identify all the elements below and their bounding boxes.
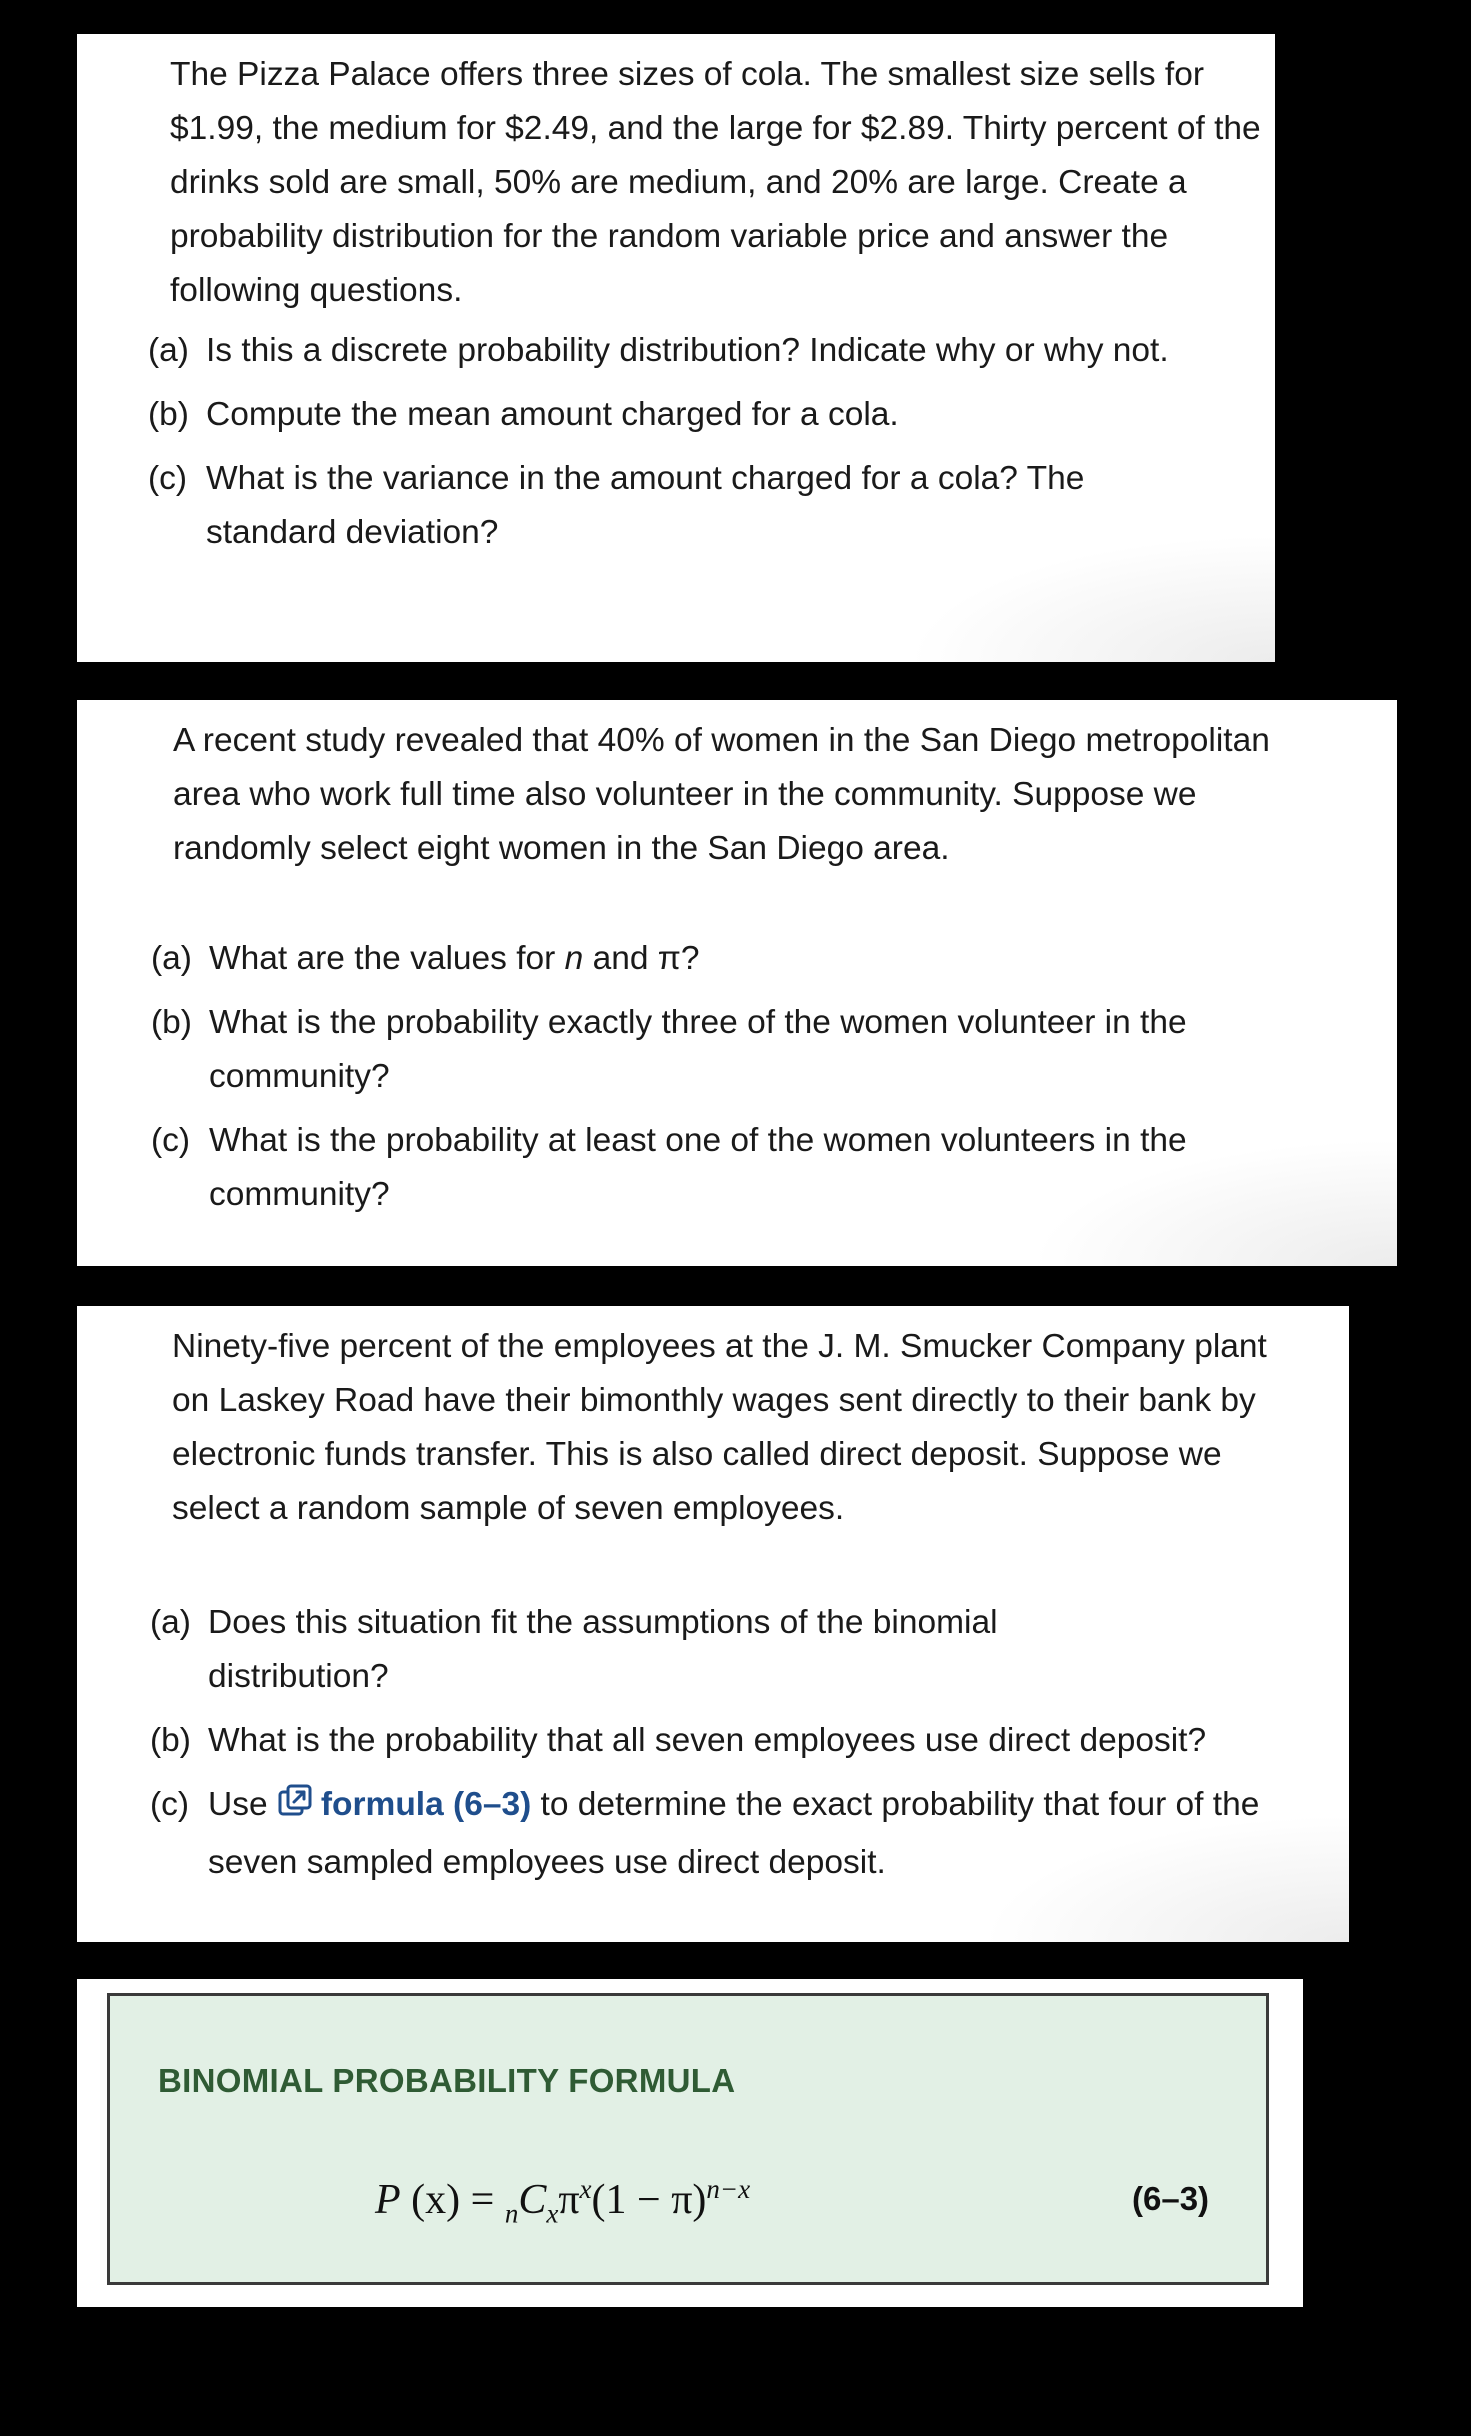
question-letter: (c) — [148, 460, 188, 497]
question-text: Compute the mean amount charged for a cola. — [206, 396, 899, 433]
problem-1-questions — [148, 324, 1228, 560]
question-letter: (b) — [148, 396, 189, 433]
question-letter: (c) — [151, 1122, 191, 1159]
question-1c — [148, 452, 1228, 560]
formula-card — [77, 1979, 1303, 2307]
external-link-icon — [277, 1782, 313, 1836]
question-letter: (b) — [151, 1004, 192, 1041]
question-text: Is this a discrete probability distribution? Indicate why or why not. — [206, 332, 1169, 369]
question-3b — [150, 1714, 1340, 1768]
question-3a — [150, 1596, 1340, 1704]
formula-pi: π — [558, 2177, 580, 2223]
binomial-formula-box — [107, 1993, 1269, 2285]
question-text-after: to determine the exact probability that four of the seven sampled employees use direct deposit. — [208, 1786, 1260, 1881]
question-2b — [151, 996, 1331, 1104]
variable-n: n — [564, 940, 584, 977]
question-text — [151, 932, 1331, 986]
question-2c — [151, 1114, 1331, 1222]
question-letter: (a) — [151, 940, 192, 977]
question-letter: (b) — [150, 1722, 191, 1759]
question-text-before: Use — [208, 1786, 277, 1823]
formula-sup-x: x — [579, 2174, 592, 2204]
formula-sub-n: n — [504, 2198, 519, 2229]
problem-card-2 — [77, 700, 1397, 1266]
problem-card-3 — [77, 1306, 1349, 1942]
question-text-after: and π? — [583, 940, 700, 977]
problem-1-intro: The Pizza Palace offers three sizes of cola. The smallest size sells for $1.99, the medium for $2.49, and the large for $2.89. Thirty percent of the drinks sold are small, 50% are medium, and 20% are large. Create a probability distribution for the random variable price and answer the following questions. — [170, 56, 1261, 309]
problem-3-questions — [150, 1596, 1340, 1890]
problem-3-intro: Ninety-five percent of the employees at the J. M. Smucker Company plant on Laskey Road have their bimonthly wages sent directly to their bank by electronic funds transfer. This is also called direct deposit. Suppose we select a random sample of seven employees. — [172, 1328, 1267, 1527]
formula-lhs: P — [375, 2177, 401, 2223]
formula-expression — [375, 2174, 750, 2229]
question-1b — [148, 388, 1228, 442]
formula-c: C — [518, 2177, 547, 2223]
problem-2-intro: A recent study revealed that 40% of women in the San Diego metropolitan area who work full time also volunteer in the community. Suppose we randomly select eight women in the San Diego area. — [173, 722, 1270, 867]
formula-paren: (1 − π) — [591, 2177, 707, 2223]
formula-number: (6–3) — [1132, 2180, 1210, 2217]
question-letter: (c) — [150, 1786, 190, 1823]
question-letter: (a) — [150, 1604, 191, 1641]
formula-sub-x: x — [546, 2198, 559, 2229]
formula-link[interactable] — [277, 1786, 531, 1823]
question-text: Does this situation fit the assumptions of the binomial distribution? — [208, 1604, 998, 1695]
question-3c — [150, 1778, 1340, 1890]
question-text: What is the probability exactly three of the women volunteer in the community? — [209, 1004, 1187, 1095]
formula-sup-nx: n−x — [706, 2174, 751, 2204]
formula-link-text[interactable]: formula (6–3) — [320, 1786, 532, 1823]
question-text — [150, 1778, 1288, 1890]
question-1a — [148, 324, 1228, 378]
formula-title: BINOMIAL PROBABILITY FORMULA — [158, 2062, 736, 2099]
formula-arg: (x) — [411, 2177, 461, 2223]
question-letter: (a) — [148, 332, 189, 369]
question-text: What is the probability at least one of the women volunteers in the community? — [209, 1122, 1187, 1213]
question-2a — [151, 932, 1331, 986]
formula-equals: = — [470, 2177, 495, 2223]
question-text: What is the probability that all seven employees use direct deposit? — [208, 1722, 1207, 1759]
problem-2-questions — [151, 932, 1331, 1222]
problem-card-1 — [77, 34, 1275, 662]
question-text-before: What are the values for — [209, 940, 565, 977]
question-text: What is the variance in the amount charged for a cola? The standard deviation? — [206, 460, 1085, 551]
